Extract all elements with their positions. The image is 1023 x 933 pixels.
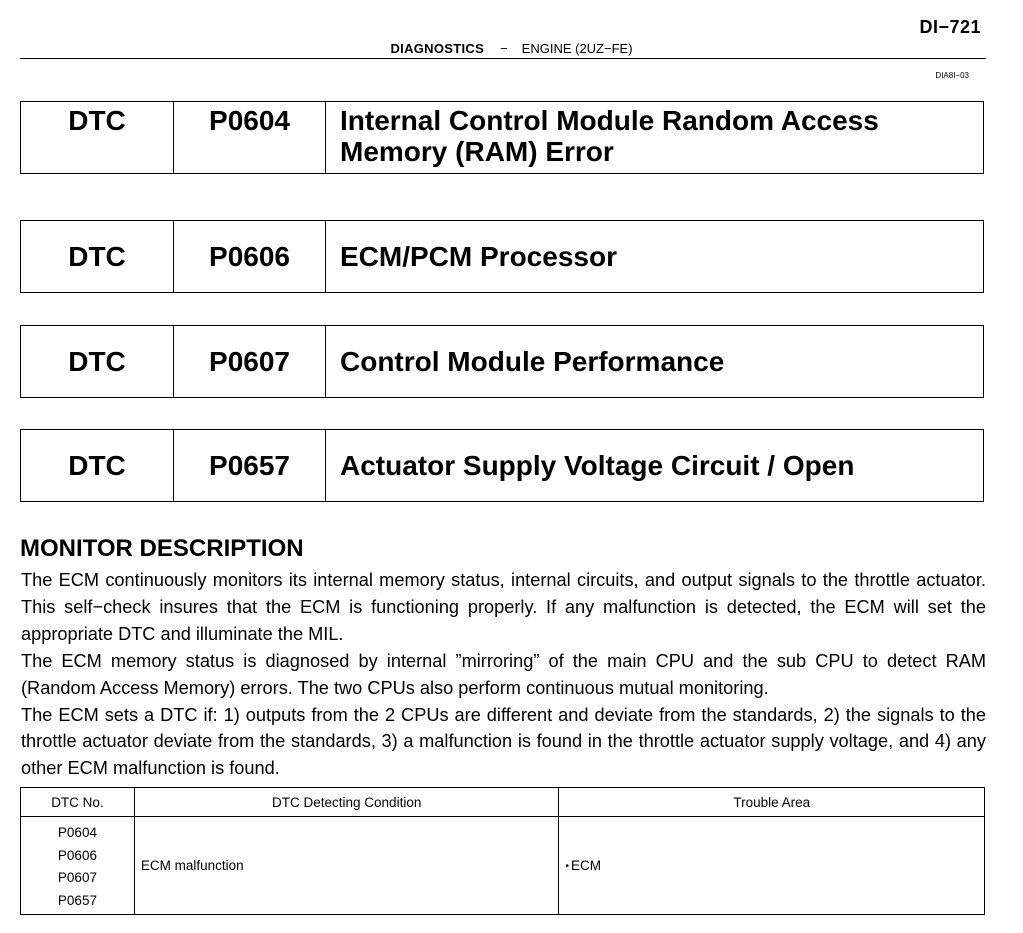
monitor-description-body xyxy=(21,567,986,782)
dtc-code-item: P0657 xyxy=(57,892,97,908)
bullet-icon: • xyxy=(565,861,569,872)
document-id: DIA8I−03 xyxy=(935,71,969,80)
dtc-label: DTC xyxy=(21,221,174,292)
dtc-code: P0604 xyxy=(174,102,326,173)
dtc-code: P0657 xyxy=(174,430,326,501)
dtc-title: Actuator Supply Voltage Circuit / Open xyxy=(340,450,855,481)
dtc-box-p0606 xyxy=(20,220,984,293)
dtc-code-item: P0606 xyxy=(57,847,97,863)
dtc-title: ECM/PCM Processor xyxy=(340,241,617,272)
header-detecting-condition: DTC Detecting Condition xyxy=(134,788,559,817)
description-paragraph: The ECM memory status is diagnosed by internal ”mirroring” of the main CPU and the sub CPU to detect RAM (Random Access Memory) errors. The two CPUs also perform continuous mutual monitoring. xyxy=(21,650,986,698)
header-rule xyxy=(20,58,986,59)
header-dtc-no: DTC No. xyxy=(21,788,135,817)
dtc-title xyxy=(326,102,983,173)
trouble-area-text: ECM xyxy=(570,858,601,873)
page-number: DI−721 xyxy=(919,17,981,37)
dtc-box-p0657 xyxy=(20,429,984,502)
trouble-area-cell xyxy=(559,817,985,915)
dtc-title: Control Module Performance xyxy=(340,346,725,377)
dtc-code-item: P0604 xyxy=(57,825,97,840)
dtc-box-p0604 xyxy=(20,101,984,174)
dtc-code: P0606 xyxy=(174,221,326,292)
dtc-label: DTC xyxy=(21,102,174,173)
description-paragraph: The ECM sets a DTC if: 1) outputs from the 2 CPUs are different and deviate from the standards, 2) the signals to the throttle actuator deviate from the standards, 3) a malfunction is found in the throttle actuator supply voltage, and 4) any other ECM malfunction is found. xyxy=(21,704,986,779)
dtc-code: P0607 xyxy=(174,326,326,397)
table-row xyxy=(21,817,985,915)
dtc-condition-table xyxy=(20,787,985,915)
header-separator: − xyxy=(500,41,508,56)
dtc-box-p0607 xyxy=(20,325,984,398)
dtc-title-line-1: Internal Control Module Random Access xyxy=(340,105,879,136)
running-header xyxy=(0,41,1023,56)
section-name: DIAGNOSTICS xyxy=(390,41,485,56)
header-trouble-area: Trouble Area xyxy=(559,788,985,817)
dtc-codes-cell xyxy=(21,817,135,915)
dtc-title-line-2: Memory (RAM) Error xyxy=(340,136,614,167)
dtc-label: DTC xyxy=(21,326,174,397)
monitor-description-heading: MONITOR DESCRIPTION xyxy=(20,535,304,562)
table-header-row xyxy=(21,788,985,817)
subsection-name: ENGINE (2UZ−FE) xyxy=(521,41,633,56)
description-paragraph: The ECM continuously monitors its internal memory status, internal circuits, and output signals to the throttle actuator. This self−check insures that the ECM is functioning properly. If any malfunction is detected, the ECM will set the appropriate DTC and illuminate the MIL. xyxy=(21,570,986,644)
dtc-label: DTC xyxy=(21,430,174,501)
detecting-condition-cell: ECM malfunction xyxy=(134,817,559,915)
dtc-code-item: P0607 xyxy=(57,870,97,885)
